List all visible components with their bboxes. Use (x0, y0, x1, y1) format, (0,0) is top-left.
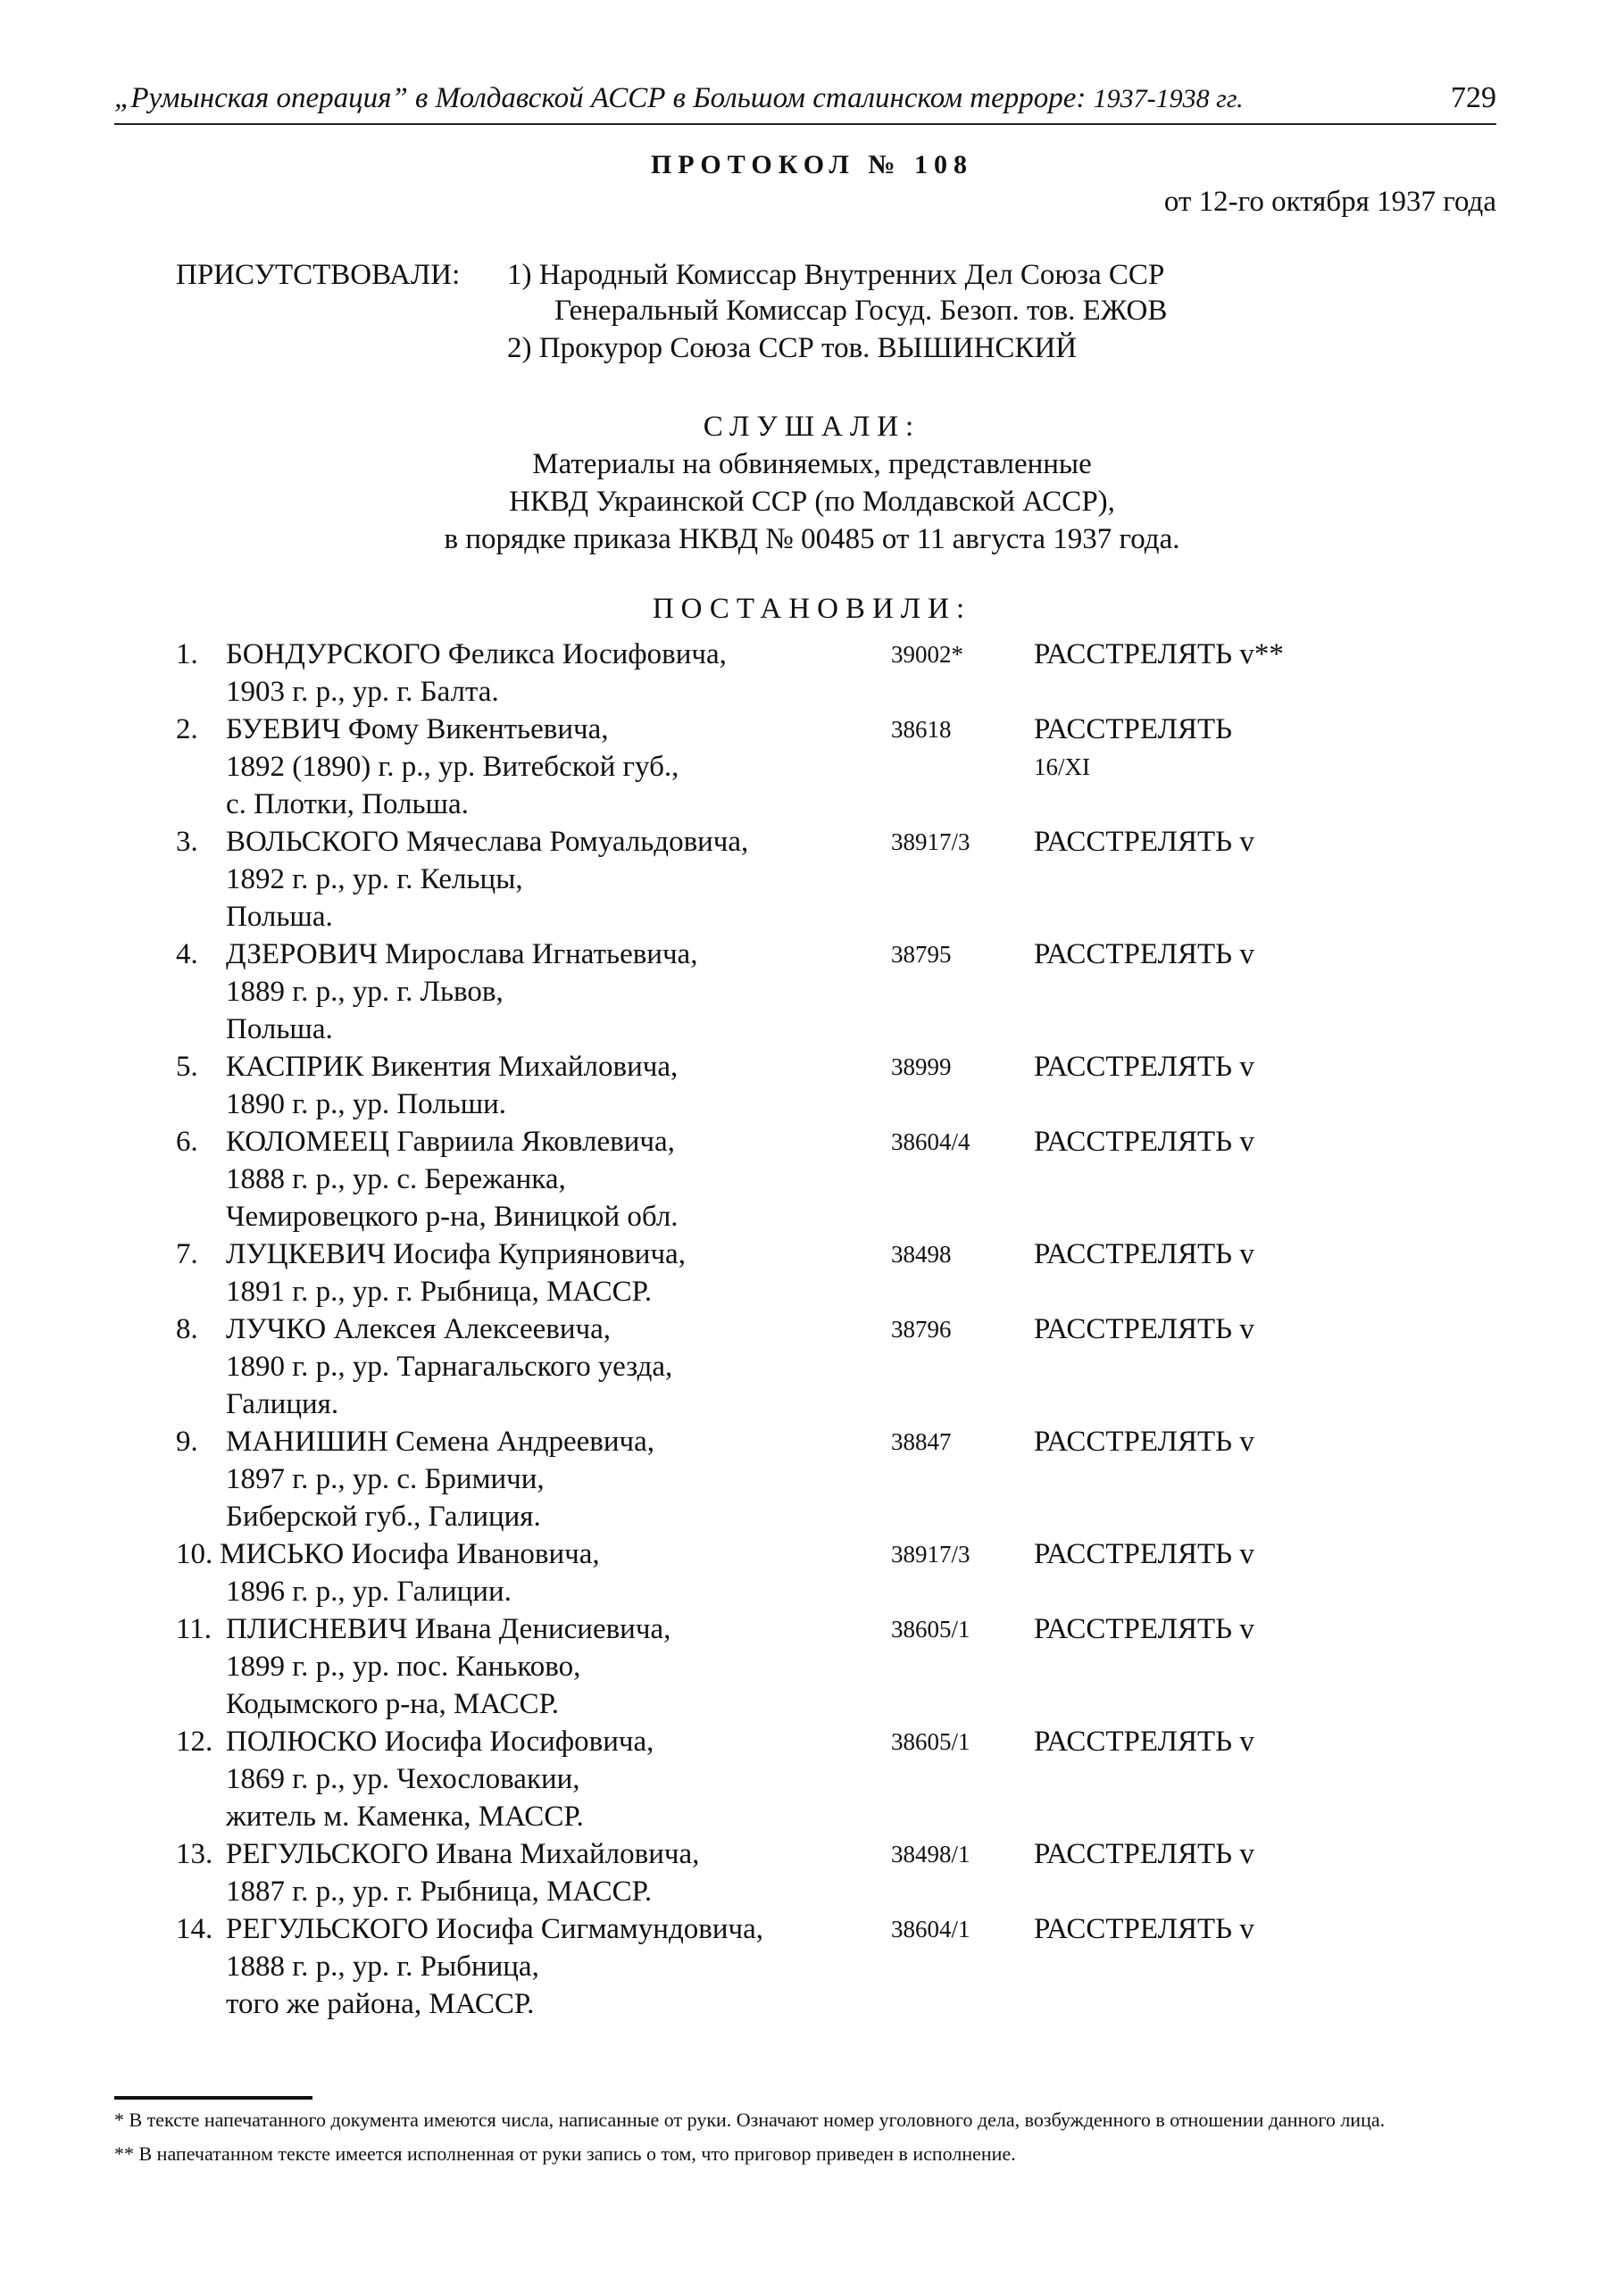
entry-number: 2. (176, 713, 198, 745)
entry-handwritten-note: 16/XI (1034, 753, 1090, 780)
entry-case-number: 38604/1 (891, 1916, 970, 1942)
footnote-divider (114, 2096, 312, 2100)
entry-number: 9. (176, 1426, 198, 1458)
entry-name: ДЗЕРОВИЧ Мирослава Игнатьевича, (226, 938, 698, 970)
present-label: ПРИСУТСТВОВАЛИ: (176, 259, 461, 291)
entry-detail: Кодымского р-на, МАССР. (226, 1688, 560, 1720)
entry-detail: 1890 г. р., ур. Тарнагальского уезда, (226, 1351, 673, 1383)
footnote-1: * В тексте напечатанного документа имеются числа, написанные от руки. Означают номер уголовного дела, возбужденного в отношении данного лица. (114, 2109, 1386, 2131)
entry-case-number: 38917/3 (891, 828, 970, 855)
entry-name: МИСЬКО Иосифа Ивановича, (220, 1538, 600, 1570)
entry-number: 13. (176, 1838, 213, 1870)
entry-case-number: 38999 (891, 1053, 952, 1080)
entry-verdict: РАССТРЕЛЯТЬ v (1034, 1051, 1254, 1083)
entry-case-number: 38847 (891, 1428, 952, 1455)
entry-verdict: РАССТРЕЛЯТЬ v** (1034, 638, 1284, 670)
entry-detail: с. Плотки, Польша. (226, 788, 469, 820)
entry-detail: Польша. (226, 1013, 333, 1045)
entry-number: 11. (176, 1613, 212, 1645)
entry-verdict: РАССТРЕЛЯТЬ v (1034, 1613, 1254, 1645)
entry-name: ЛУЦКЕВИЧ Иосифа Куприяновича, (226, 1238, 686, 1270)
entry-detail: 1888 г. р., ур. г. Рыбница, (226, 1951, 539, 1983)
entry-detail: Польша. (226, 901, 333, 933)
page-number: 729 (1451, 81, 1496, 114)
entry-number: 8. (176, 1313, 198, 1345)
entry-detail: 1890 г. р., ур. Польши. (226, 1088, 507, 1120)
entry-case-number: 38605/1 (891, 1728, 970, 1755)
running-title (114, 79, 1244, 119)
entry-number: 14. (176, 1913, 213, 1945)
entry-detail: 1892 г. р., ур. г. Кельцы, (226, 863, 523, 895)
entry-case-number: 38498 (891, 1241, 952, 1268)
entry-case-number: 38498/1 (891, 1841, 970, 1868)
entry-name: РЕГУЛЬСКОГО Иосифа Сигмамундовича, (226, 1913, 763, 1945)
entry-case-number: 38604/4 (891, 1128, 970, 1155)
decided-title: ПОСТАНОВИЛИ: (652, 593, 972, 625)
entry-name: КАСПРИК Викентия Михайловича, (226, 1051, 679, 1083)
present-line-2: Генеральный Комиссар Госуд. Безоп. тов. ЕЖОВ (554, 295, 1168, 327)
entry-name: КОЛОМЕЕЦ Гавриила Яковлевича, (226, 1126, 675, 1158)
running-header (114, 79, 1496, 125)
entry-case-number: 38605/1 (891, 1616, 970, 1643)
entry-number: 4. (176, 938, 198, 970)
entry-number: 1. (176, 638, 198, 670)
entry-case-number: 38917/3 (891, 1541, 970, 1568)
entry-detail: Чемировецкого р-на, Виницкой обл. (226, 1201, 679, 1233)
entry-detail: 1891 г. р., ур. г. Рыбница, МАССР. (226, 1276, 653, 1308)
entry-name: ВОЛЬСКОГО Мячеслава Ромуальдовича, (226, 826, 749, 858)
entry-detail: 1887 г. р., ур. г. Рыбница, МАССР. (226, 1876, 653, 1908)
present-line-3: 2) Прокурор Союза ССР тов. ВЫШИНСКИЙ (507, 332, 1078, 364)
entry-case-number: 38618 (891, 716, 952, 743)
heard-line-1: Материалы на обвиняемых, представленные (532, 448, 1092, 480)
entry-name: ПЛИСНЕВИЧ Ивана Денисиевича, (226, 1613, 671, 1645)
entry-verdict: РАССТРЕЛЯТЬ v (1034, 1726, 1254, 1758)
entry-detail: 1896 г. р., ур. Галиции. (226, 1576, 512, 1608)
entry-detail: 1899 г. р., ур. пос. Каньково, (226, 1651, 581, 1683)
present-line-1: 1) Народный Комиссар Внутренних Дел Союза ССР (507, 259, 1165, 291)
entry-detail: Галиция. (226, 1388, 339, 1420)
entry-detail: 1888 г. р., ур. с. Бережанка, (226, 1163, 566, 1195)
entry-verdict: РАССТРЕЛЯТЬ v (1034, 826, 1254, 858)
entry-case-number: 38795 (891, 941, 952, 968)
entry-number: 7. (176, 1238, 198, 1270)
footnote-2: ** В напечатанном тексте имеется исполненная от руки запись о том, что приговор приведен в исполнение. (114, 2142, 1016, 2165)
entry-name: ПОЛЮСКО Иосифа Иосифовича, (226, 1726, 654, 1758)
entry-detail: 1869 г. р., ур. Чехословакии, (226, 1763, 580, 1795)
entry-verdict: РАССТРЕЛЯТЬ v (1034, 1426, 1254, 1458)
entry-number: 6. (176, 1126, 198, 1158)
heard-line-2: НКВД Украинской ССР (по Молдавской АССР), (509, 486, 1115, 518)
entry-detail: 1903 г. р., ур. г. Балта. (226, 676, 499, 708)
entry-detail: житель м. Каменка, МАССР. (226, 1801, 584, 1833)
running-title-years: 1937-1938 гг. (1093, 84, 1244, 113)
entry-detail: 1889 г. р., ур. г. Львов, (226, 976, 504, 1008)
entry-number: 12. (176, 1726, 213, 1758)
entry-verdict: РАССТРЕЛЯТЬ v (1034, 1238, 1254, 1270)
entry-detail: 1897 г. р., ур. с. Бримичи, (226, 1463, 545, 1495)
entry-verdict: РАССТРЕЛЯТЬ v (1034, 1913, 1254, 1945)
entry-name: БУЕВИЧ Фому Викентьевича, (226, 713, 609, 745)
entry-name: ЛУЧКО Алексея Алексеевича, (226, 1313, 611, 1345)
entry-case-number: 38796 (891, 1316, 952, 1343)
running-title-main: „Румынская операция” в Молдавской АССР в Большом сталинском терроре: (114, 82, 1087, 114)
entry-verdict: РАССТРЕЛЯТЬ v (1034, 1838, 1254, 1870)
entry-name: МАНИШИН Семена Андреевича, (226, 1426, 654, 1458)
entry-number: 3. (176, 826, 198, 858)
entry-detail: Биберской губ., Галиция. (226, 1501, 541, 1533)
entry-number: 10. (176, 1538, 213, 1570)
entry-number: 5. (176, 1051, 198, 1083)
heard-title: СЛУШАЛИ: (703, 411, 921, 443)
entry-name: РЕГУЛЬСКОГО Ивана Михайловича, (226, 1838, 700, 1870)
entry-verdict: РАССТРЕЛЯТЬ v (1034, 1538, 1254, 1570)
entry-verdict: РАССТРЕЛЯТЬ v (1034, 938, 1254, 970)
entry-detail: того же района, МАССР. (226, 1988, 535, 2020)
entry-verdict: РАССТРЕЛЯТЬ (1034, 713, 1233, 745)
heard-line-3: в порядке приказа НКВД № 00485 от 11 августа 1937 года. (444, 523, 1180, 555)
entry-name: БОНДУРСКОГО Феликса Иосифовича, (226, 638, 727, 670)
protocol-title: ПРОТОКОЛ № 108 (650, 150, 974, 179)
entry-detail: 1892 (1890) г. р., ур. Витебской губ., (226, 751, 679, 783)
protocol-date: от 12-го октября 1937 года (1163, 186, 1496, 218)
entry-verdict: РАССТРЕЛЯТЬ v (1034, 1313, 1254, 1345)
entry-case-number: 39002* (891, 641, 963, 668)
entry-verdict: РАССТРЕЛЯТЬ v (1034, 1126, 1254, 1158)
